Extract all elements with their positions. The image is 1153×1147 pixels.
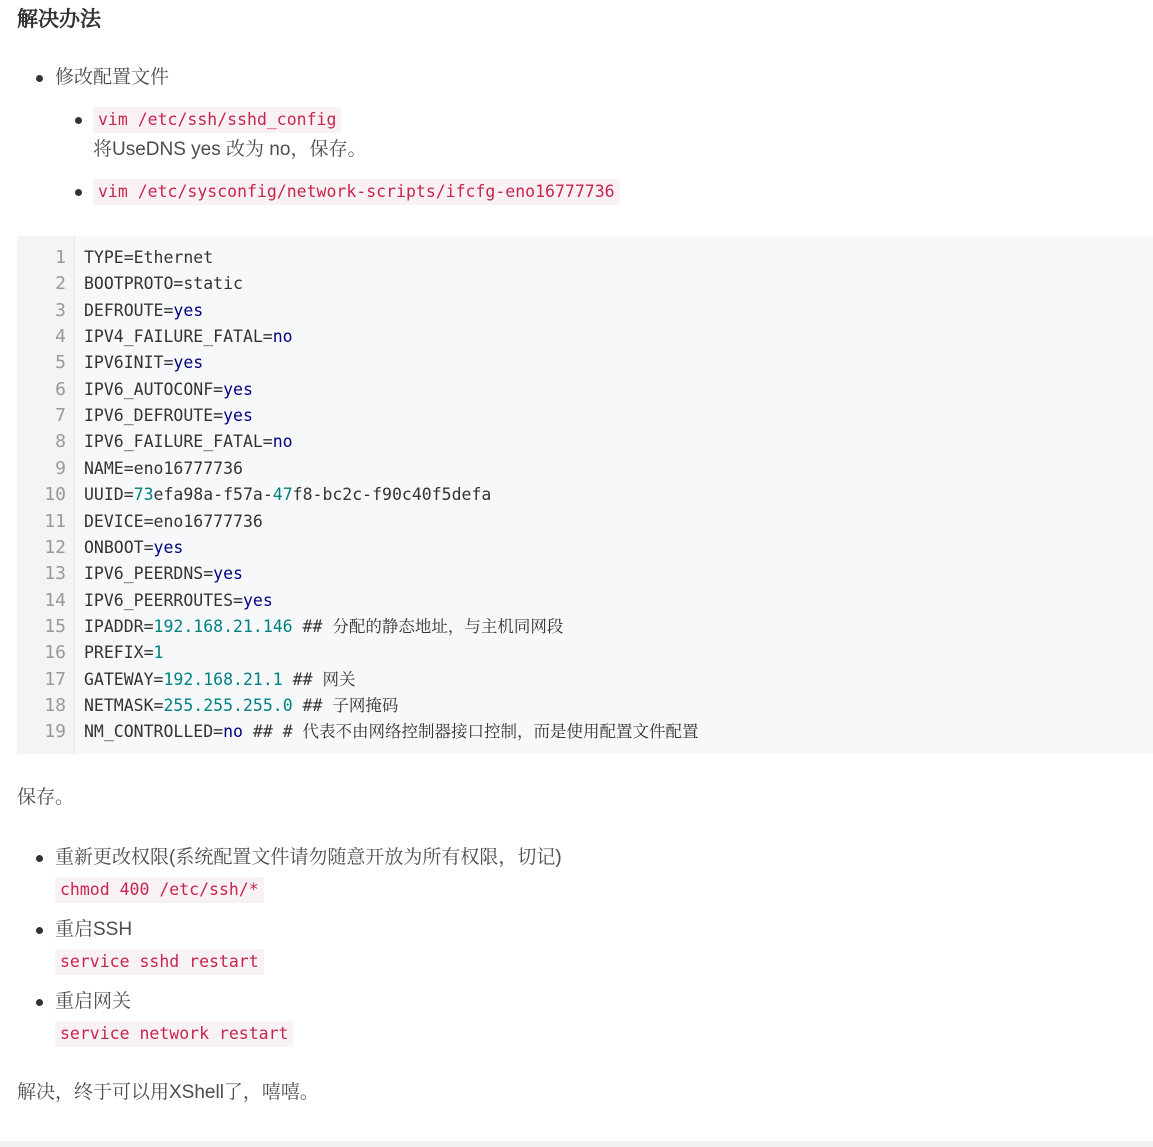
line-number: 15 xyxy=(44,615,66,637)
code-token: 192.168.21.1 xyxy=(163,669,283,689)
code-token: NM_CONTROLLED= xyxy=(84,722,224,742)
inline-code: chmod 400 /etc/ssh/* xyxy=(55,877,264,903)
list-item-text: 修改配置文件 xyxy=(55,67,170,88)
code-token: IPV6_DEFROUTE= xyxy=(84,406,224,426)
code-line xyxy=(84,377,253,403)
code-token: yes xyxy=(242,590,273,610)
code-line xyxy=(84,561,243,587)
line-number: 11 xyxy=(44,510,66,532)
code-token: efa98a-f57a- xyxy=(153,485,273,505)
line-number: 6 xyxy=(55,378,66,400)
code-token: ## 网关 xyxy=(282,669,356,689)
inline-code: vim /etc/sysconfig/network-scripts/ifcfg-eno16777736 xyxy=(93,179,620,205)
code-token: 255.255.255.0 xyxy=(163,695,293,715)
code-line xyxy=(84,667,355,693)
line-number-gutter xyxy=(17,236,75,754)
code-token: IPV4_FAILURE_FATAL= xyxy=(84,327,273,347)
inline-code: service sshd restart xyxy=(55,949,264,975)
line-number: 18 xyxy=(44,694,66,716)
code-token: GATEWAY= xyxy=(84,669,164,689)
code-line xyxy=(84,640,163,666)
code-token: yes xyxy=(153,537,184,557)
line-number: 17 xyxy=(44,668,66,690)
line-number: 16 xyxy=(44,642,66,664)
line-number: 7 xyxy=(55,405,66,427)
code-line xyxy=(84,298,203,324)
code-block xyxy=(17,236,1153,754)
code-line xyxy=(84,509,263,535)
code-token: no xyxy=(272,432,293,452)
code-line xyxy=(84,324,293,350)
line-number: 3 xyxy=(55,299,66,321)
line-number: 14 xyxy=(44,589,66,611)
code-token: IPV6_AUTOCONF= xyxy=(84,379,224,399)
final-paragraph: 解决，终于可以用XShell了，嘻嘻。 xyxy=(17,1082,319,1103)
code-token: TYPE=Ethernet xyxy=(84,248,214,267)
code-token: 192.168.21.146 xyxy=(153,616,293,636)
code-token: 47 xyxy=(272,485,293,505)
line-number: 12 xyxy=(44,536,66,558)
inline-code: vim /etc/ssh/sshd_config xyxy=(93,107,341,133)
code-token: yes xyxy=(223,406,253,426)
code-token: yes xyxy=(223,379,253,399)
code-token: 1 xyxy=(153,643,164,663)
list-bullet xyxy=(75,117,82,124)
line-number: 13 xyxy=(44,563,66,585)
code-line xyxy=(84,535,183,561)
code-line xyxy=(84,614,563,640)
list-item-description: 将UseDNS yes 改为 no，保存。 xyxy=(93,139,367,160)
code-line xyxy=(84,482,491,508)
code-token: DEFROUTE= xyxy=(84,300,174,320)
code-token: IPV6INIT= xyxy=(84,353,174,373)
list-item-text: 重启网关 xyxy=(55,991,132,1012)
code-line xyxy=(84,429,293,455)
code-line xyxy=(84,245,213,271)
code-token: yes xyxy=(173,353,204,373)
code-token: yes xyxy=(213,564,243,584)
code-token: no xyxy=(272,327,293,347)
code-token: yes xyxy=(173,300,204,320)
code-token: ## 子网掩码 xyxy=(292,695,399,715)
code-token: BOOTPROTO=static xyxy=(84,274,243,294)
line-number: 10 xyxy=(44,484,66,506)
code-token: 73 xyxy=(133,485,154,505)
code-line xyxy=(84,403,253,429)
line-number: 4 xyxy=(55,326,66,348)
list-bullet xyxy=(75,189,82,196)
list-bullet xyxy=(36,75,43,82)
list-item-text: 重新更改权限(系统配置文件请勿随意开放为所有权限，切记) xyxy=(55,847,562,868)
code-token: UUID= xyxy=(84,485,134,505)
section-heading: 解决办法 xyxy=(17,8,101,31)
line-number: 9 xyxy=(55,457,66,479)
line-number: 8 xyxy=(55,431,66,453)
code-line xyxy=(84,719,699,745)
save-paragraph: 保存。 xyxy=(17,787,75,808)
code-token: DEVICE=eno16777736 xyxy=(84,511,263,531)
code-line xyxy=(84,271,243,297)
code-line xyxy=(84,350,203,376)
line-number: 1 xyxy=(55,247,66,268)
line-number: 19 xyxy=(44,721,66,743)
line-number: 2 xyxy=(55,273,66,295)
code-token: ## 分配的静态地址，与主机同网段 xyxy=(292,616,564,636)
code-line xyxy=(84,588,273,614)
list-bullet xyxy=(36,855,43,862)
inline-code: service network restart xyxy=(55,1021,293,1047)
line-number: 5 xyxy=(55,352,66,374)
code-line xyxy=(84,693,398,719)
code-token: IPADDR= xyxy=(84,616,154,636)
code-token: no xyxy=(223,722,243,742)
code-token: IPV6_FAILURE_FATAL= xyxy=(84,432,273,452)
code-token: IPV6_PEERROUTES= xyxy=(84,590,243,610)
code-token: NAME=eno16777736 xyxy=(84,458,243,478)
bottom-divider xyxy=(0,1141,1153,1147)
code-token: f8-bc2c-f90c40f5defa xyxy=(292,485,492,505)
code-token: IPV6_PEERDNS= xyxy=(84,564,214,584)
code-line xyxy=(84,456,243,482)
list-bullet xyxy=(36,927,43,934)
code-token: PREFIX= xyxy=(84,643,154,663)
list-item-text: 重启SSH xyxy=(55,919,133,940)
list-bullet xyxy=(36,999,43,1006)
code-token: ## # 代表不由网络控制器接口控制，而是使用配置文件配置 xyxy=(242,722,699,742)
code-token: NETMASK= xyxy=(84,695,164,715)
code-token: ONBOOT= xyxy=(84,537,154,557)
